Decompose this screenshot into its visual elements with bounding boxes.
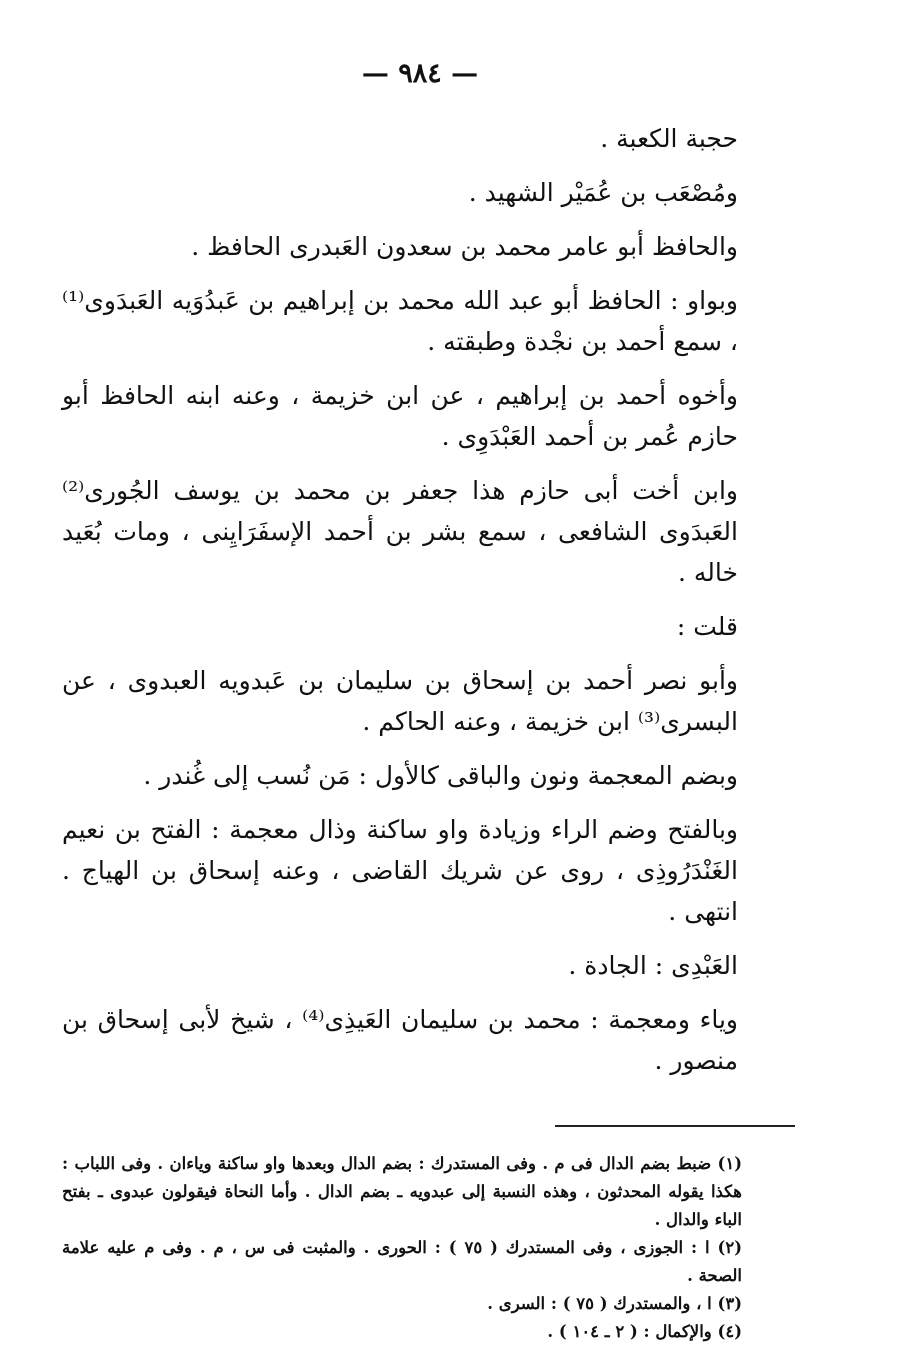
paragraph-6: وابن أخت أبى حازم هذا جعفر بن محمد بن يوسف الجُورى⁽²⁾ العَبدَوى الشافعى ، سمع بشر بن أحمد الإسفَرَايِنى ، ومات بُعَيد خاله . bbox=[62, 476, 738, 587]
footnote-3: (٣) ا ، والمستدرك ( ٧٥ ) : السرى . bbox=[487, 1294, 742, 1313]
footnote-2: (٢) ا : الجوزى ، وفى المستدرك ( ٧٥ ) : الحورى . والمثبت فى س ، م . وفى م عليه علامة الصحة . bbox=[62, 1238, 742, 1285]
paragraph-2: ومُصْعَب بن عُمَيْر الشهيد . bbox=[468, 178, 738, 207]
paragraph-11: العَبْدِى : الجادة . bbox=[568, 951, 738, 980]
paragraph-5: وأخوه أحمد بن إبراهيم ، عن ابن خزيمة ، وعنه ابنه الحافظ أبو حازم عُمر بن أحمد العَبْدَوِى . bbox=[62, 381, 738, 451]
footnote-divider bbox=[555, 1125, 795, 1127]
footnote-4: (٤) والإكمال : ( ٢ ـ ١٠٤ ) . bbox=[547, 1322, 742, 1341]
main-text bbox=[62, 118, 738, 1094]
paragraph-1: حجبة الكعبة . bbox=[600, 124, 738, 153]
footnotes bbox=[62, 1150, 742, 1346]
paragraph-12: وياء ومعجمة : محمد بن سليمان العَيذِى⁽⁴⁾ ، شيخ لأبى إسحاق بن منصور . bbox=[62, 1005, 738, 1075]
paragraph-9: وبضم المعجمة ونون والباقى كالأول : مَن نُسب إلى غُندر . bbox=[143, 761, 738, 790]
paragraph-4: وبواو : الحافظ أبو عبد الله محمد بن إبراهيم بن عَبدُوَيه العَبدَوى⁽¹⁾ ، سمع أحمد بن نجْدة وطبقته . bbox=[62, 286, 738, 356]
paragraph-7: قلت : bbox=[676, 612, 738, 641]
page-number: — ٩٨٤ — bbox=[361, 58, 479, 89]
footnote-1: (١) ضبط بضم الدال فى م . وفى المستدرك : بضم الدال وبعدها واو ساكنة وياءان . وفى اللباب : هكذا يقوله المحدثون ، وهذه النسبة إلى عبدويه ـ بضم الدال . وأما النحاة فيقولون عبدوى ـ بفتح الباء والدال . bbox=[62, 1154, 742, 1229]
paragraph-10: وبالفتح وضم الراء وزيادة واو ساكنة وذال معجمة : الفتح بن نعيم الغَنْدَرُوذِى ، روى عن شريك القاضى ، وعنه إسحاق بن الهياج . انتهى . bbox=[62, 815, 738, 926]
paragraph-8: وأبو نصر أحمد بن إسحاق بن سليمان بن عَبدويه العبدوى ، عن البسرى⁽³⁾ ابن خزيمة ، وعنه الحاكم . bbox=[62, 666, 738, 736]
paragraph-3: والحافظ أبو عامر محمد بن سعدون العَبدرى الحافظ . bbox=[191, 232, 738, 261]
